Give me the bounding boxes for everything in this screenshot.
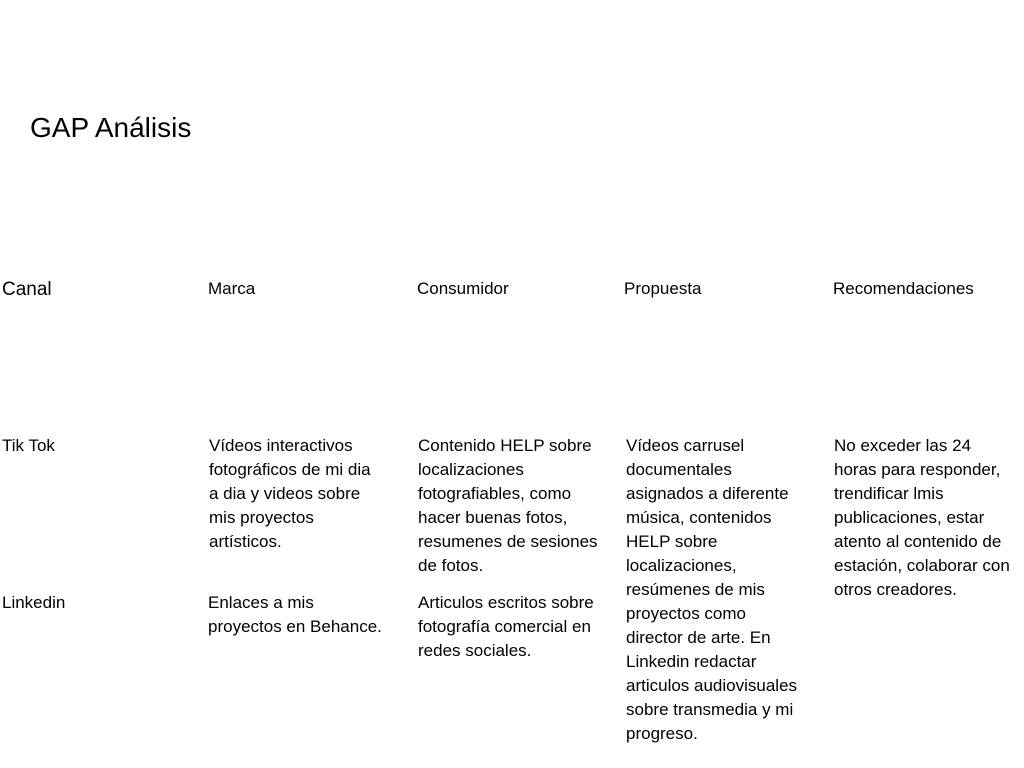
header-recomendaciones: Recomendaciones [833,279,974,298]
text-line: Contenido HELP sobre [418,436,592,455]
text-line: progreso. [626,724,698,743]
text-line: horas para responder, [834,460,1001,479]
text-line: HELP sobre [626,532,718,551]
text-line: a dia y videos sobre [209,484,361,503]
text-line: Linkedin redactar [626,652,757,671]
text-line: de fotos. [418,556,484,575]
header-canal: Canal [2,279,52,300]
row-linkedin-canal: Linkedin [2,593,66,612]
text-line: director de arte. En [626,628,771,647]
text-line: fotografía comercial en [418,617,591,636]
row-tiktok-marca [209,434,371,554]
row-linkedin-marca [208,591,382,639]
text-line: otros creadores. [834,580,957,599]
recomendaciones-cell [834,434,1010,602]
text-line: documentales [626,460,732,479]
text-line: redes sociales. [418,641,532,660]
text-line: publicaciones, estar [834,508,985,527]
propuesta-cell [626,434,797,746]
text-line: Enlaces a mis [208,593,314,612]
text-line: fotografiables, como [418,484,572,503]
text-line: fotográficos de mi dia [209,460,371,479]
text-line: trendificar lmis [834,484,944,503]
text-line: localizaciones, [626,556,737,575]
text-line: proyectos en Behance. [208,617,382,636]
text-line: localizaciones [418,460,524,479]
text-line: artísticos. [209,532,282,551]
text-line: mis proyectos [209,508,314,527]
row-linkedin-consumidor [418,591,594,663]
text-line: proyectos como [626,604,746,623]
text-line: resúmenes de mis [626,580,765,599]
row-tiktok-consumidor [418,434,598,578]
text-line: asignados a diferente [626,484,789,503]
header-consumidor: Consumidor [417,279,509,298]
text-line: No exceder las 24 [834,436,972,455]
header-propuesta: Propuesta [624,279,702,298]
text-line: atento al contenido de [834,532,1002,551]
header-marca: Marca [208,279,256,298]
page-title: GAP Análisis [30,112,192,143]
text-line: Vídeos carrusel [626,436,745,455]
text-line: sobre transmedia y mi [626,700,794,719]
row-tiktok-canal: Tik Tok [2,436,55,455]
text-line: Vídeos interactivos [209,436,353,455]
text-line: resumenes de sesiones [418,532,598,551]
text-line: Articulos escritos sobre [418,593,594,612]
text-line: articulos audiovisuales [626,676,798,695]
text-line: música, contenidos [626,508,772,527]
text-line: estación, colaborar con [834,556,1010,575]
text-line: hacer buenas fotos, [418,508,568,527]
